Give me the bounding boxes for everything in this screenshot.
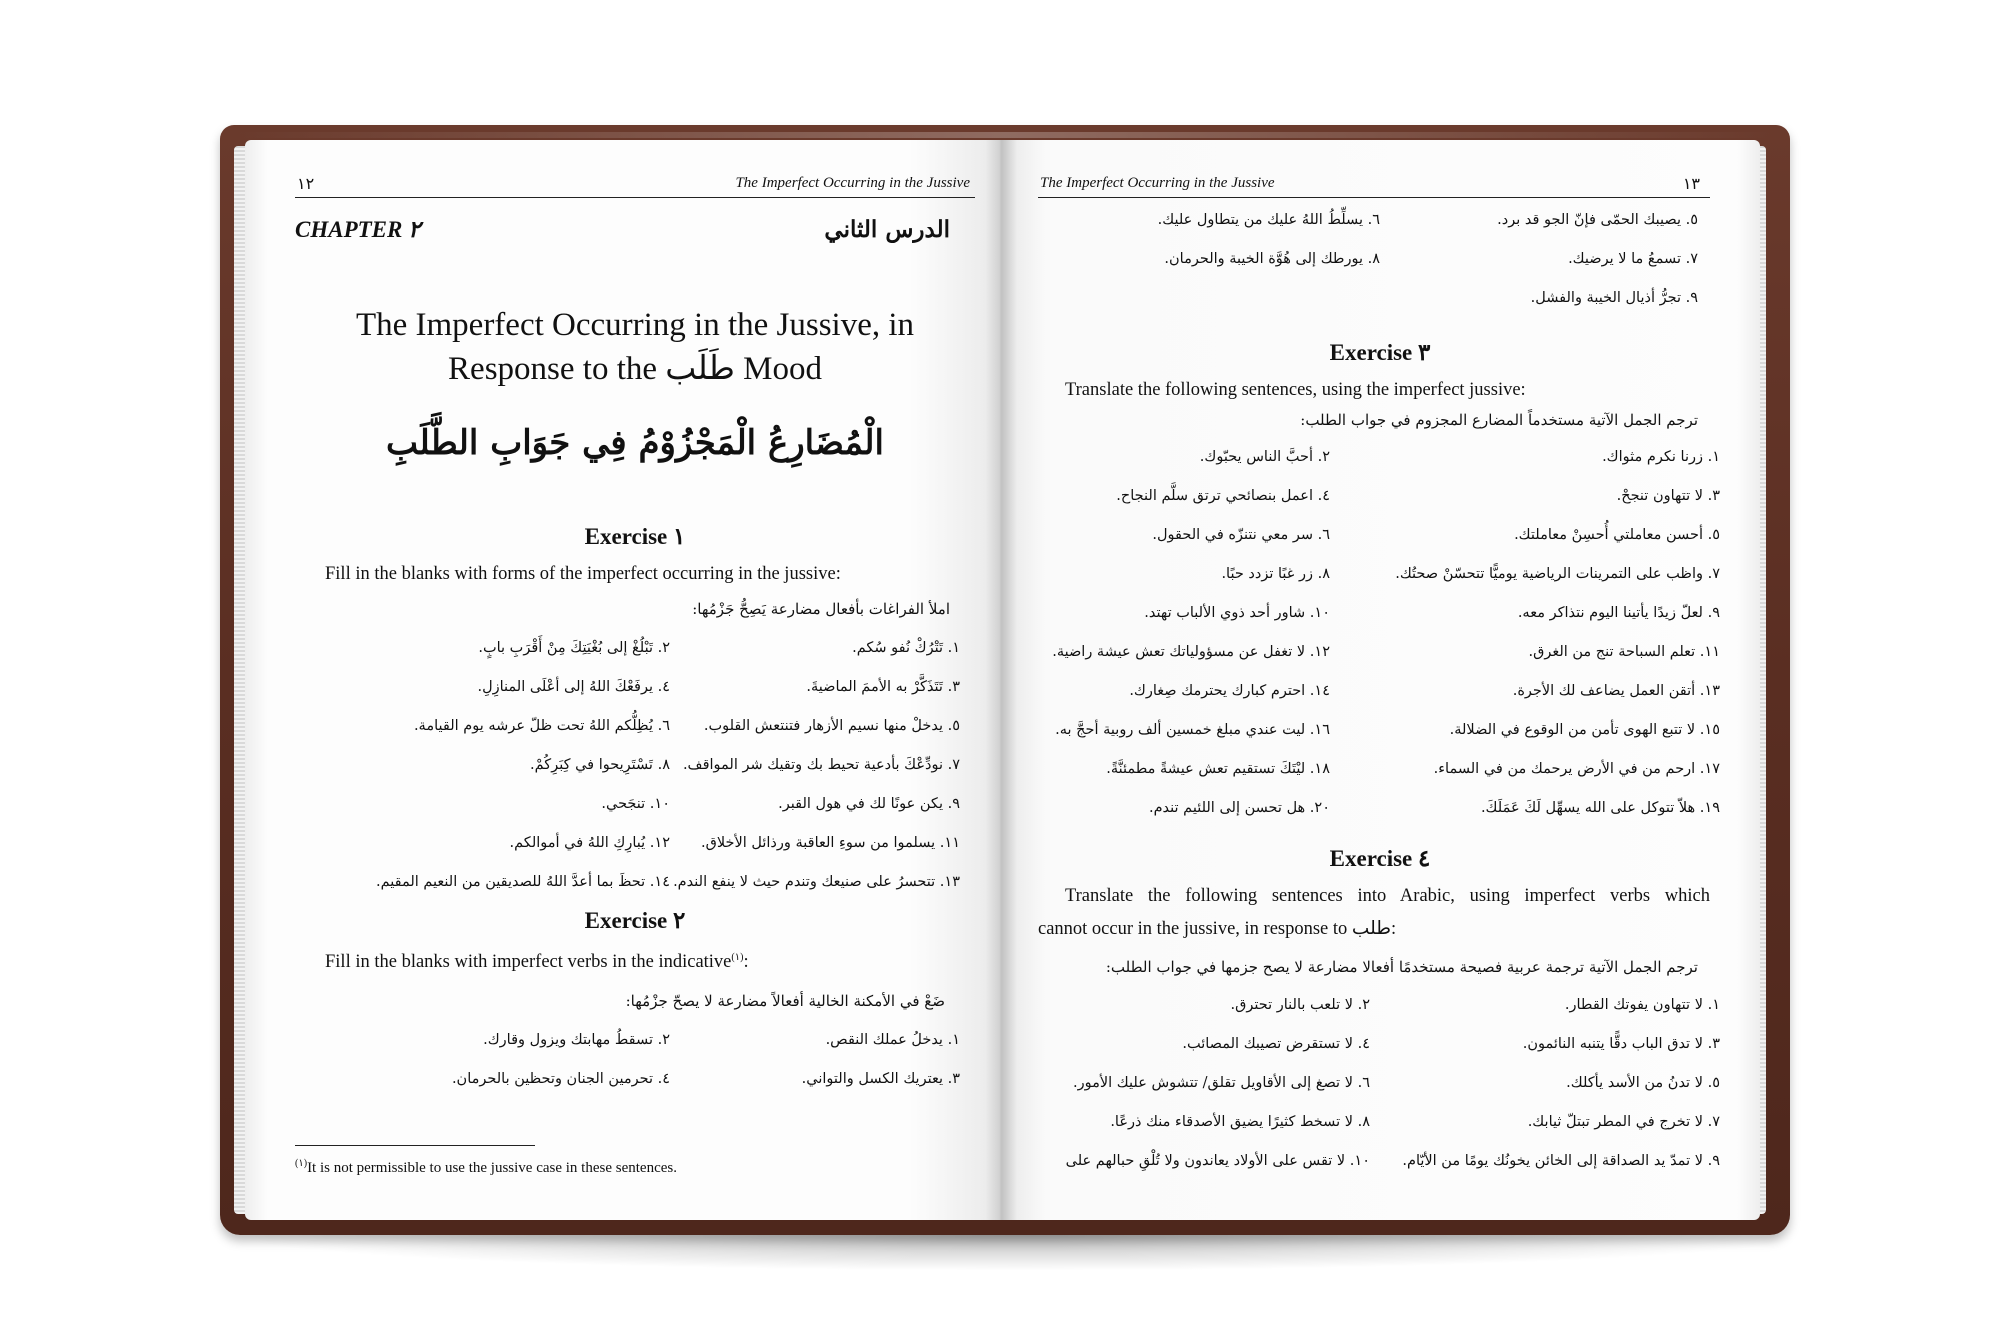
list-item: ١. لا تتهاون يفوتك القطار. — [1564, 997, 1720, 1013]
list-item: ٩. لا تمدّ يد الصداقة إلى الخائن يخونُك يومًا من الأيّام. — [1402, 1153, 1720, 1169]
list-item: ٤. يرفَعْكَ اللهُ إلى أعْلَى المنازِلِ. — [477, 679, 670, 695]
list-item: ١١. تعلم السباحة تنج من الغرق. — [1528, 644, 1720, 660]
list-item: ١. تَتْرُكْ نُفو سُكم. — [852, 640, 960, 656]
list-item: ١٠. تنجَحي. — [601, 796, 670, 812]
list-item: ١٢. يُبارِكِ اللهُ في أموالكم. — [509, 835, 670, 851]
right-page-number: ١٣ — [1682, 176, 1700, 193]
left-page-number: ١٢ — [297, 176, 315, 193]
list-item: ١٣. تتحسرُ على صنيعك وتندم حيث لا ينفع الندم. — [673, 874, 960, 890]
exercise-2-instruction — [325, 952, 749, 973]
list-item: ١٣. أتقن العمل يضاعف لك الأجرة. — [1512, 683, 1720, 699]
list-item: ٥. لا تدنُ من الأسد يأكلك. — [1566, 1075, 1720, 1091]
exercise-1-heading: Exercise ١ — [584, 524, 686, 549]
list-item: ١٤. تحظَ بما أعدَّ اللهُ للصديقين من النعيم المقيم. — [375, 874, 670, 890]
list-item: ١. يدخلُ عملك النقص. — [825, 1032, 960, 1048]
exercise-3-heading: Exercise ٣ — [1329, 340, 1431, 365]
list-item: ١٢. لا تغفل عن مسؤولياتك تعش عيشة راضية. — [1052, 644, 1330, 660]
list-item: ٤. اعمل بنصائحي ترتق سلَّم النجاح. — [1116, 488, 1330, 504]
list-item: ٢. لا تلعب بالنار تحترق. — [1230, 997, 1370, 1013]
chapter-label: CHAPTER ٢ — [295, 217, 421, 242]
book-spine — [985, 140, 1017, 1220]
exercise-4-instruction-arabic: ترجم الجمل الآتية ترجمة عربية فصيحة مستخدمًا أفعالا مضارعة لا يصح جزمها في جواب الطلب: — [1105, 958, 1698, 976]
exercise-4-instruction-line-1: Translate the following sentences into Arabic, using imperfect verbs which — [1065, 886, 1710, 906]
list-item: ٣. يعتريك الكسل والتواني. — [801, 1071, 960, 1087]
list-item: ٣. لا تدق الباب دقًّا يتنبه النائمون. — [1522, 1036, 1720, 1052]
footnote — [295, 1158, 677, 1177]
exercise-3-instruction-arabic: ترجم الجمل الآتية مستخدماً المضارع المجزوم في جواب الطلب: — [1300, 411, 1698, 429]
exercise-2-heading: Exercise ٢ — [584, 908, 686, 933]
list-item: ٧. تسمعُ ما لا يرضيك. — [1568, 251, 1698, 267]
list-item: ٧. واظب على التمرينات الرياضية يوميًّا تتحسّنْ صحتُك. — [1395, 566, 1720, 582]
footnote-reference: (١) — [731, 952, 744, 963]
list-item: ٩. لعلّ زيدًا يأتينا اليوم نتذاكر معه. — [1517, 605, 1720, 621]
right-header-rule — [1038, 197, 1710, 198]
exercise-2-instruction-text: Fill in the blanks with imperfect verbs in the indicative — [325, 952, 732, 973]
list-item: ١٤. احترم كبارك يحترمك صِغارك. — [1129, 683, 1330, 699]
left-page — [245, 140, 1000, 1220]
list-item: ٣. تَتَذَكَّرْ به الأممَ الماضيةَ. — [806, 679, 960, 695]
list-item: ٢. تسقطُ مهابتك ويزول وقارك. — [483, 1032, 670, 1048]
list-item: ٥. أحسن معاملتي أُحسِنْ معاملتك. — [1514, 527, 1720, 543]
exercise-3-instruction: Translate the following sentences, using the imperfect jussive: — [1065, 380, 1526, 400]
footnote-rule — [295, 1145, 535, 1146]
exercise-4-instruction-line-2: cannot occur in the jussive, in response to طلب: — [1038, 919, 1397, 939]
exercise-4-heading: Exercise ٤ — [1329, 846, 1431, 871]
list-item: ٨. زر غبًا تزدد حبًا. — [1221, 566, 1330, 582]
chapter-title-line-2: Response to the طَلَب Mood — [448, 351, 822, 387]
list-item: ٨. تَسْتَرِيحوا في كِبَرِكُمْ. — [530, 757, 670, 773]
list-item: ٤. لا تستقرض تصيبك المصائب. — [1182, 1036, 1370, 1052]
list-item: ٤. تحرمين الجنان وتحظين بالحرمان. — [451, 1071, 670, 1087]
exercise-1-instruction-arabic: املأ الفراغات بأفعال مضارعة يَصِحُّ جَزْمُها: — [692, 600, 950, 618]
list-item: ٣. لا تتهاون تنجحْ. — [1616, 488, 1720, 504]
list-item: ١. زرنا نكرم مثواك. — [1602, 449, 1720, 465]
list-item: ٢٠. هل تحسن إلى اللئيم تندم. — [1148, 800, 1330, 816]
right-running-head: The Imperfect Occurring in the Jussive — [1040, 175, 1275, 191]
chapter-title — [285, 303, 985, 391]
footnote-text: It is not permissible to use the jussive case in these sentences. — [307, 1160, 677, 1176]
list-item: ١٥. لا تتبع الهوى تأمن من الوقوع في الضلالة. — [1449, 722, 1720, 738]
list-item: ٩. تجرُّ أذيال الخيبة والفشل. — [1530, 290, 1698, 306]
list-item: ٨. يورطك إلى هُوَّة الخيبة والحرمان. — [1164, 251, 1380, 267]
exercise-2-instruction-arabic: ضَعْ في الأمكنة الخالية أفعالاً مضارعة لا يصحّ جزْمُها: — [625, 992, 945, 1010]
list-item: ٢. أحبَّ الناس يحبّوك. — [1199, 449, 1330, 465]
list-item: ١٨. ليْتَكَ تستقيم تعش عيشةً مطمئنَّةً. — [1106, 761, 1330, 777]
right-page — [1000, 140, 1760, 1220]
chapter-title-line-1: The Imperfect Occurring in the Jussive, in — [355, 307, 915, 343]
list-item: ١٦. ليت عندي مبلغ خمسين ألف روبية أحجَّ به. — [1055, 722, 1330, 738]
list-item: ٥. يصيبك الحمّى فإنّ الجو قد برد. — [1497, 212, 1698, 228]
list-item: ٧. نودِّعْكَ بأدعية تحيط بك وتقيك شر المواقف. — [682, 757, 960, 773]
list-item: ٦. يسلِّطُ اللهُ عليك من يتطاول عليك. — [1157, 212, 1380, 228]
list-item: ١٠. لا تقس على الأولاد يعاندون ولا تُلْقِ حبالهم على — [1065, 1153, 1370, 1169]
list-item: ٨. لا تسخط كثيرًا يضيق الأصدقاء منك ذرعًا. — [1110, 1114, 1370, 1130]
cover-highlight — [232, 132, 1778, 138]
list-item: ١٩. هلاّ تتوكل على الله يسهِّل لَكَ عَمَلَكَ. — [1480, 800, 1720, 816]
list-item: ٦. سر معي نتنزّه في الحقول. — [1152, 527, 1330, 543]
list-item: ٩. يكن عونًا لك في هول القبر. — [778, 796, 960, 812]
list-item: ٥. يدخلْ منها نسيم الأزهار فتنتعش القلوب. — [703, 718, 960, 734]
list-item: ٧. لا تخرج في المطر تبتلّ ثيابك. — [1527, 1114, 1720, 1130]
list-item: ٦. لا تصغ إلى الأقاويل تقلق/ تتشوش عليك الأمور. — [1073, 1075, 1370, 1091]
list-item: ٦. يُظِلُّكم اللهُ تحت ظلّ عرشه يوم القيامة. — [413, 718, 670, 734]
list-item: ١٠. شاور أحد ذوي الألباب تهتد. — [1144, 605, 1330, 621]
list-item: ١٧. ارحم من في الأرض يرحمك من في السماء. — [1433, 761, 1720, 777]
exercise-2-instruction-end: : — [743, 952, 749, 973]
chapter-title-arabic: الْمُضَارِعُ الْمَجْزُوْمُ فِي جَوَابِ الطَّلَبِ — [386, 423, 884, 463]
list-item: ٢. تَبْلُغْ إلى بُغْيَتِكَ مِنْ أَقْرَبِ بابٍ. — [478, 640, 670, 656]
chapter-label-arabic: الدرس الثاني — [824, 216, 950, 243]
left-header-rule — [295, 197, 975, 198]
list-item: ١١. يسلموا من سوءِ العاقبة ورذائل الأخلاق. — [701, 835, 960, 851]
exercise-1-instruction: Fill in the blanks with forms of the imperfect occurring in the jussive: — [325, 564, 841, 584]
left-running-head: The Imperfect Occurring in the Jussive — [735, 175, 970, 191]
footnote-mark: (١) — [295, 1158, 308, 1169]
